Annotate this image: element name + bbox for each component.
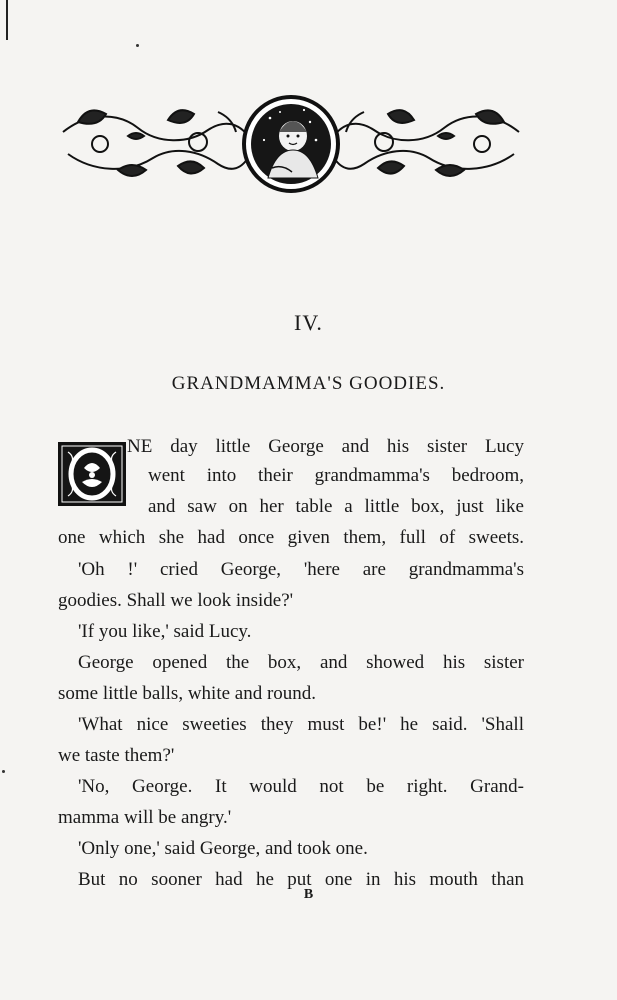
signature-mark: B [303, 887, 314, 902]
chapter-headpiece-ornament [58, 92, 524, 194]
ink-speck [136, 44, 139, 47]
page-edge-mark [0, 0, 8, 40]
text-line: But no sooner had he put one in his mouth than [78, 869, 524, 890]
drop-cap-ornament [60, 444, 124, 504]
text-line: 'What nice sweeties they must be!' he said. 'Shall [78, 714, 524, 735]
text-line: and saw on her table a little box, just like [148, 496, 524, 517]
text-line: one which she had once given them, full of sweets. [58, 527, 524, 548]
text-line: some little balls, white and round. [58, 683, 317, 704]
text-line: 'No, George. It would not be right. Grand- [78, 776, 524, 797]
text-line: we taste them?' [58, 745, 175, 766]
chapter-number: IV. [294, 310, 323, 335]
ink-speck [2, 770, 5, 773]
text-line: George opened the box, and showed his sister [78, 652, 524, 673]
text-line: NE day little George and his sister Lucy [127, 436, 524, 457]
chapter-title: GRANDMAMMA'S GOODIES. [171, 373, 446, 394]
text-line: 'If you like,' said Lucy. [78, 621, 252, 642]
drop-cap-initial [58, 442, 126, 506]
text-line: 'Only one,' said George, and took one. [78, 838, 368, 859]
text-line: goodies. Shall we look inside?' [58, 590, 294, 611]
text-line: went into their grandmamma's bedroom, [148, 465, 524, 486]
text-line: mamma will be angry.' [58, 807, 232, 828]
text-line: 'Oh !' cried George, 'here are grandmamma's [78, 559, 524, 580]
